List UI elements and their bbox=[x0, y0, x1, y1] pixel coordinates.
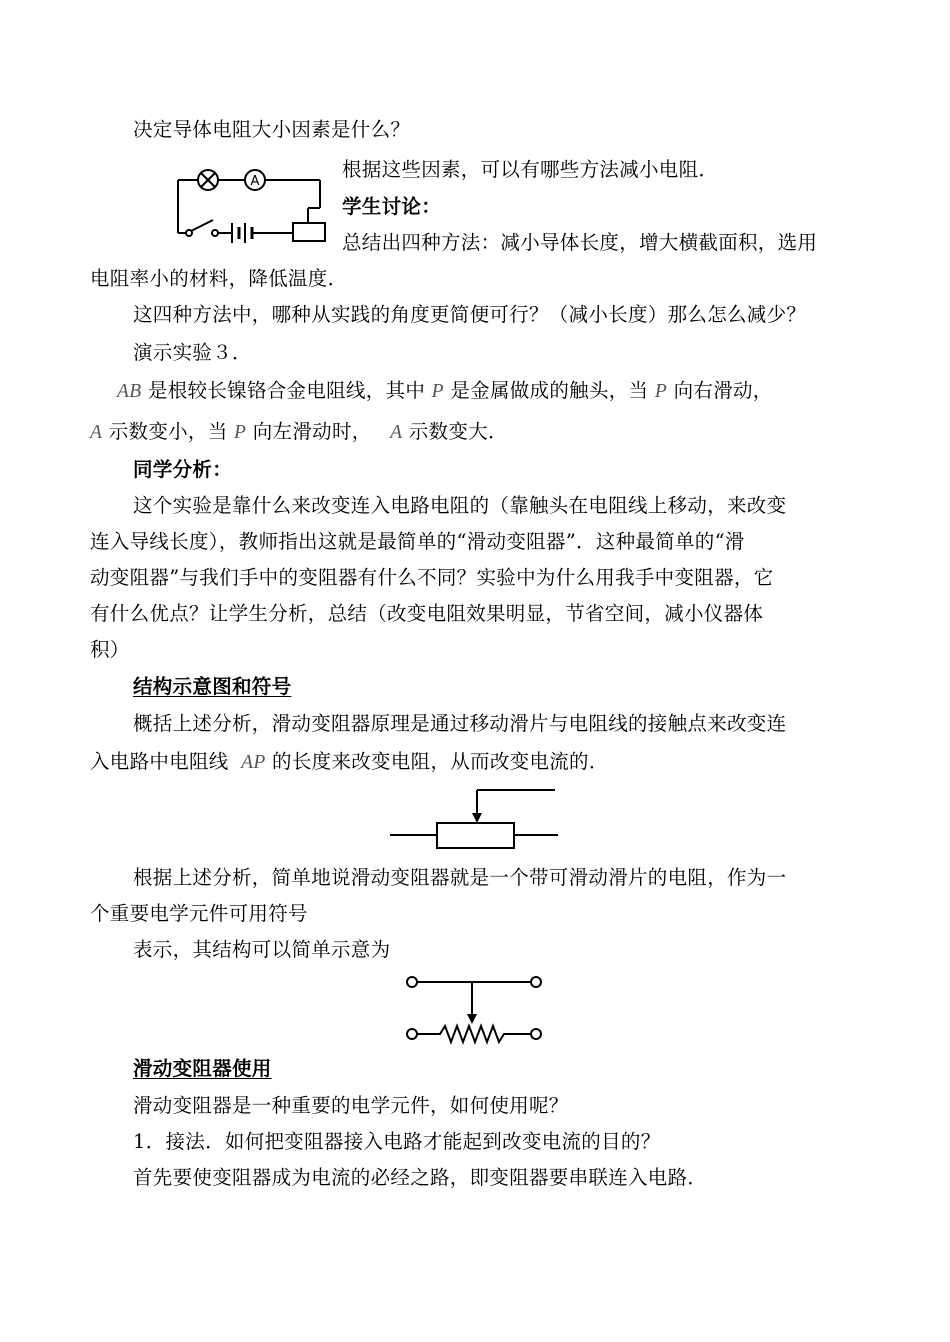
ammeter-label: A bbox=[250, 174, 260, 189]
text-line: 个重要电学元件可用符号 bbox=[90, 902, 308, 925]
text-line: 这个实验是靠什么来改变连入电路电阻的（靠触头在电阻线上移动，来改变 bbox=[133, 494, 787, 517]
math-symbol: P bbox=[234, 422, 247, 443]
section-heading: 学生讨论： bbox=[342, 195, 442, 218]
text-line: 首先要使变阻器成为电流的必经之路，即变阻器要串联连入电路． bbox=[133, 1166, 708, 1189]
math-symbol: P bbox=[431, 381, 444, 402]
text-line: AB 是根较长镍铬合金电阻线，其中 P 是金属做成的触头，当 P 向右滑动， bbox=[117, 379, 773, 402]
text-line: 滑动变阻器是一种重要的电学元件，如何使用呢？ bbox=[133, 1094, 569, 1117]
rheostat-structure-diagram bbox=[400, 972, 550, 1052]
circuit-diagram bbox=[168, 160, 338, 250]
text-line: 有什么优点？让学生分析，总结（改变电阻效果明显，节省空间，减小仪器体 bbox=[90, 602, 764, 625]
rheostat-body bbox=[293, 223, 325, 241]
text-line: 入电路中电阻线 AP 的长度来改变电阻，从而改变电流的． bbox=[90, 750, 609, 773]
math-symbol: P bbox=[654, 381, 668, 402]
text-line: 连入导线长度），教师指出这就是最简单的“滑动变阻器”．这种最简单的“滑 bbox=[90, 530, 745, 553]
text-line: 积） bbox=[90, 638, 130, 661]
math-symbol: A bbox=[90, 422, 103, 443]
math-symbol: AP bbox=[241, 752, 266, 773]
text-line: 概括上述分析，滑动变阻器原理是通过移动滑片与电阻线的接触点来改变连 bbox=[133, 712, 787, 735]
math-symbol: A bbox=[390, 422, 403, 443]
text-line: 这四种方法中，哪种从实践的角度更简便可行？（减小长度）那么怎么减少？ bbox=[133, 303, 807, 326]
rheostat-symbol bbox=[390, 785, 560, 855]
text-line: A 示数变小，当 P 向左滑动时， A 示数变大． bbox=[90, 420, 508, 443]
section-heading: 同学分析： bbox=[133, 458, 233, 481]
text-line: 动变阻器”与我们手中的变阻器有什么不同？实验中为什么用我手中变阻器，它 bbox=[90, 566, 774, 589]
section-heading: 滑动变阻器使用 bbox=[133, 1057, 272, 1080]
text-line: 总结出四种方法：减小导体长度，增大横截面积，选用 bbox=[342, 231, 818, 254]
math-symbol: AB bbox=[117, 381, 142, 402]
text-line: 表示，其结构可以简单示意为 bbox=[133, 938, 391, 961]
text-line: 1．接法．如何把变阻器接入电路才能起到改变电流的目的？ bbox=[133, 1130, 661, 1153]
text-line: 根据上述分析，简单地说滑动变阻器就是一个带可滑动滑片的电阻，作为一 bbox=[133, 866, 787, 889]
text-line: 决定导体电阻大小因素是什么？ bbox=[133, 118, 411, 141]
section-heading: 结构示意图和符号 bbox=[133, 675, 292, 698]
text-line: 电阻率小的材料，降低温度． bbox=[90, 267, 348, 290]
text-line: 演示实验３． bbox=[133, 341, 252, 364]
text-line: 根据这些因素，可以有哪些方法减小电阻． bbox=[342, 158, 719, 181]
